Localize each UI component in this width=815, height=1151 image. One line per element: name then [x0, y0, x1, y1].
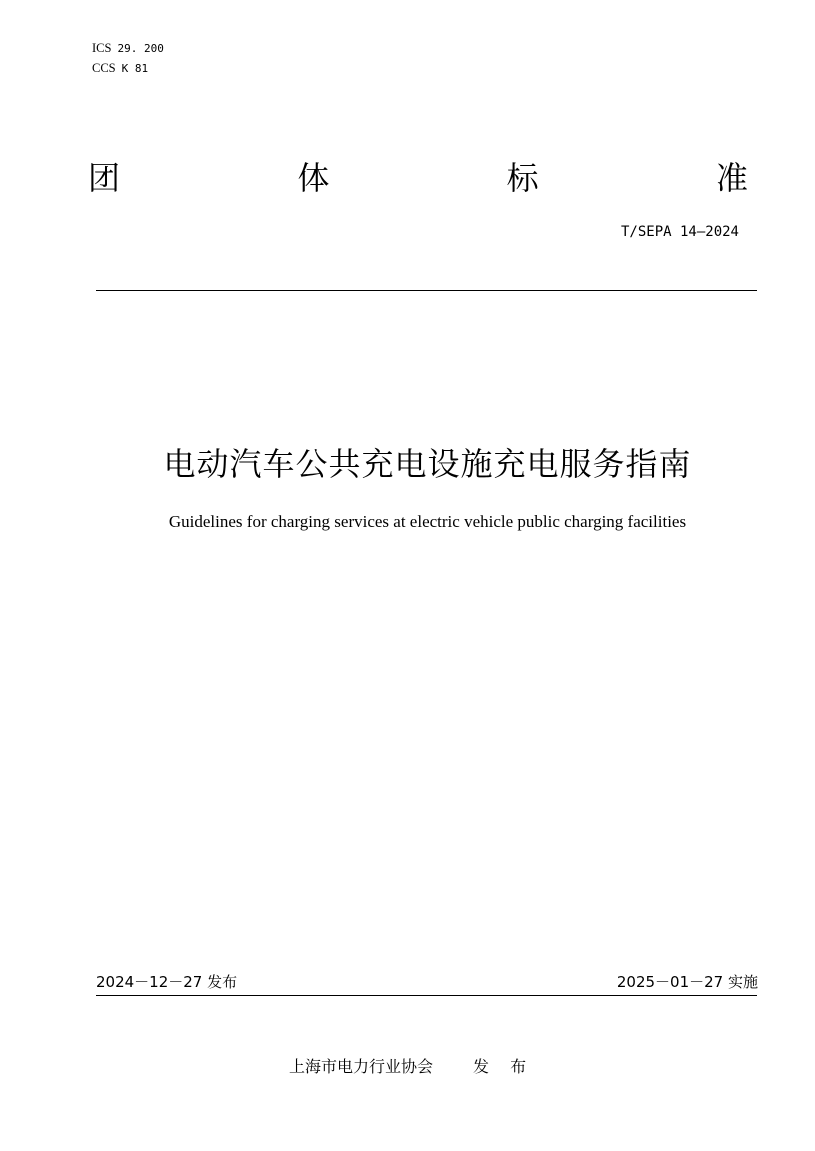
- document-title: 电动汽车公共充电设施充电服务指南: [163, 445, 692, 483]
- publisher-org: 上海市电力行业协会: [289, 1057, 434, 1076]
- ics-line: [92, 38, 164, 59]
- ics-label: ICS: [92, 41, 112, 55]
- category-char: 体: [297, 159, 330, 197]
- document-subtitle: Guidelines for charging services at electric vehicle public charging facilities: [168, 512, 687, 531]
- category-char: 团: [88, 159, 121, 197]
- category-char: 标: [506, 159, 539, 197]
- publisher: [289, 1054, 534, 1077]
- ccs-value: K 81: [121, 62, 149, 75]
- standard-number: T/SEPA 14—2024: [620, 224, 739, 240]
- standard-category: [88, 150, 748, 206]
- top-divider: [96, 290, 757, 291]
- ics-value: 29. 200: [117, 42, 164, 55]
- category-char: 准: [715, 159, 748, 197]
- implement-date: 2025－01－27 实施: [616, 973, 758, 991]
- ccs-label: CCS: [92, 61, 116, 75]
- publish-date: 2024－12－27 发布: [96, 973, 238, 991]
- bottom-divider: [96, 995, 757, 996]
- publisher-action: 发 布: [473, 1057, 535, 1076]
- ccs-line: [92, 58, 148, 79]
